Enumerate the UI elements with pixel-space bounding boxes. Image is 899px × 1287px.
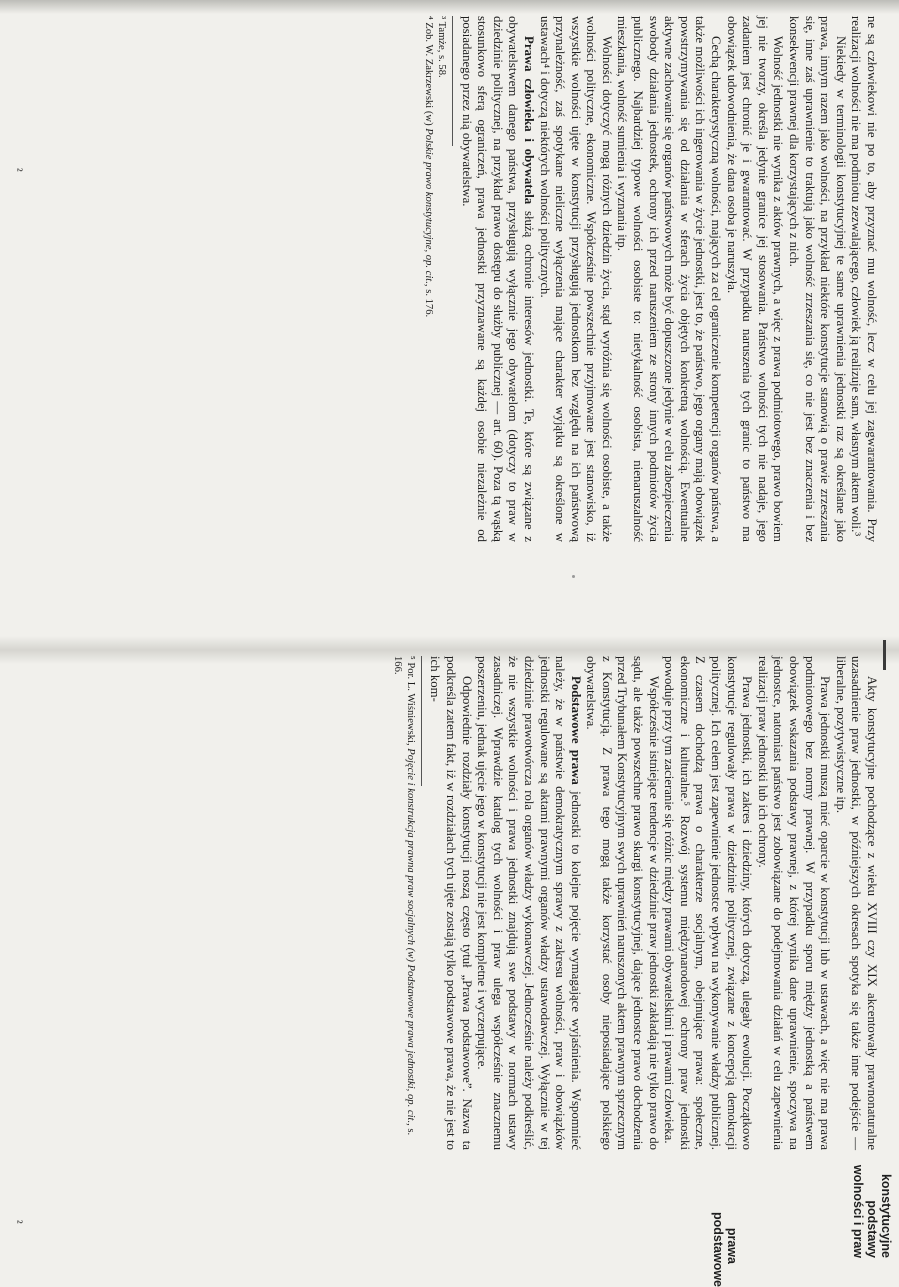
footnote-rule-right (421, 656, 422, 786)
paragraph-right-2: Prawa jednostki, ich zakres i dziedziny, których dotyczą, ulegały ewolucji. Początkowo konstytucje regulowały prawa w dziedzinie politycznej, związane z koncepcją demokracji politycznej. Ich celem jest zapewnienie jednostce wpływu na wykonywanie władzy publicznej. Z czasem dochodzą prawa o charakterze socjalnym, obejmujące prawa: społeczne, ekonomiczne i kulturalne.⁵ Rozwój systemu międzynarodowej ochrony praw jednostki powoduje przy tym zacieranie się różnic między prawami obywatelskimi i prawami człowieka. (662, 656, 755, 1150)
term-podstawowe-prawa: Podstawowe prawa (568, 676, 583, 785)
scan-speck (572, 575, 575, 578)
footnote-5-prefix: ⁵ Por. L. Wiśniewski, (404, 656, 416, 749)
paragraph-right-0: Akty konstytucyjne pochodzące z wieku XVIII czy XIX akcentowały prawnonaturalne uzasadnienie praw jednostki, w późniejszych okresach spotyka się także inne podejście — liberalne, pozytywistyczne itp. (833, 656, 879, 1150)
page-mark-right: ² (11, 1220, 25, 1224)
paragraph-right-1: Prawa jednostki muszą mieć oparcie w konstytucji lub w ustawach, a więc nie ma prawa podmiotowego bez normy prawnej. W przypadku sporu między jednostką a państwem obowiązek wskazania podstawy prawnej, z której wynika dane uprawnienie, spoczywa na jednostce, natomiast państwo jest zobowiązane do podejmowania działań w celu zapewnienia realizacji praw jednostki lub ich ochrony. (755, 656, 833, 1150)
paragraph-right-4-text: jednostki to kolejne pojęcie wymagające wyjaśnienia. Wspomnieć należy, że w państwie demokratycznym sprawy z zakresu wolności, praw i obowiązków jednostki regulowane są aktami prawnymi organów władzy ustawodawczej. Wyłącznie w tej dziedzinie prawotwórcza rola organów władzy wykonawczej. Jednocześnie należy podkreślić, że nie wszystkie wolności i prawa jednostki znajdują swe podstawy w normach ustawy zasadniczej. Wprawdzie katalog tych wolności i praw ulega współcześnie znacznemu poszerzeniu, jednak ujęcie jego w konstytucji nie jest kompletne i wyczerpujące. (475, 656, 583, 1150)
page-mark-left: ² (11, 168, 25, 172)
paragraph-right-3: Współcześnie istniejące tendencje w dziedzinie praw jednostki zakładają nie tylko prawo do sądu, ale także powszechne prawo skargi konstytucyjnej, dające jednostce prawo dochodzenia przed Trybunałem Konstytucyjnym swych uprawnień naruszonych aktem prawnym sprzecznym z Konstytucją. Z prawa tego mogą także korzystać osoby nieposiadające polskiego obywatelstwa. (584, 656, 661, 1150)
paragraph-right-4 (474, 656, 583, 1150)
left-page-column (422, 16, 879, 542)
paragraph-left-0: ne są człowiekowi nie po to, aby przyznać mu wolność, lecz w celu jej zagwarantowania. Przy realizacji wolności nie ma podmiotu zezwalającego, człowiek ją realizuje sam, własnym aktem woli.³ (849, 16, 879, 542)
footnote-5-suffix: , s. 166. (391, 656, 416, 1136)
paragraph-left-2: Wolność jednostki nie wynika z aktów prawnych, a więc z prawa podmiotowego, prawo bowiem jej nie tworzy, określa jedynie granice jej stosowania. Państwo wolności tych nie nadaje, jego zadaniem jest chronić je i gwarantować. W przypadku naruszenia tych granic to państwo ma obowiązek udowodnienia, że dana osoba je naruszyła. (724, 16, 786, 542)
paragraph-right-5: Odpowiednie rozdziały konstytucji noszą często tytuł „Prawa podstawowe”. Nazwa ta podkreśla zatem fakt, iż w rozdziałach tych ujęte zostają tylko podstawowe prawa, że nie jest to ich kom- (428, 656, 474, 1150)
right-page-column (391, 656, 879, 1150)
margin-note-konstytucyjne-podstawy: konstytucyjne podstawy wolności i praw (851, 1164, 893, 1258)
footnote-4-suffix: , s. 176. (422, 283, 434, 318)
footnote-4-prefix: ⁴ Zob. W. Zakrzewski (w) (422, 16, 434, 129)
footnote-4-title: Polskie prawo konstytucyjne, op. cit. (422, 128, 434, 284)
margin-note-prawa-podstawowe: prawa podstawowe (711, 1212, 739, 1287)
footnote-3: ³ Tamże, s. 58. (435, 16, 447, 78)
paragraph-left-3: Cechą charakterystyczną wolności, mających za cel ograniczenie kompetencji organów państwa, a także możliwości ich ingerowania w życie jednostki, jest to, że państwo, jego organy mają obowiązek powstrzymywania się od działania w sferach życia objętych konkretną wolnością. Ewentualne aktywne zachowanie się organów państwowych może być dopuszczone jedynie w celu zabezpieczenia swobody działania jednostek, ochrony ich przed naruszeniem ze strony innych podmiotów życia publicznego. Najbardziej typowe wolności osobiste to: nietykalność osobista, nienaruszalność mieszkania, wolność sumienia i wyznania itp. (615, 16, 724, 542)
footnote-rule-left (452, 16, 453, 146)
footnote-4 (422, 16, 435, 542)
paragraph-left-5-text: służą ochronie interesów jednostki. Te, które są związane z obywatelstwem danego państwa, przysługują wyłącznie jego obywatelom (dotyczy to praw w dziedzinie politycznej, na przykład prawo dostępu do służby publicznej — art. 60). Poza tą wąską stosunkowo sferą ograniczeń, prawa jednostki przyznawane są każdej osobie niezależnie od posiadanego przez nią obywatelstwa. (459, 16, 536, 542)
term-prawa-czlowieka: Prawa człowieka i obywatela (521, 36, 536, 205)
footnote-5 (391, 656, 417, 1150)
paragraph-left-1: Niekiedy w terminologii konstytucyjnej te same uprawnienia jednostki raz są określane jako prawa, innym razem jako wolności, na przykład niektóre konstytucje stanowią o prawie zrzeszania się, inne zaś uprawnienie to traktują jako wolność zrzeszania się, co nie jest bez znaczenia i bez konsekwencji prawnej dla korzystających z nich. (787, 16, 848, 542)
paragraph-left-5 (458, 16, 536, 542)
footnote-5-title: Pojęcie i konstrukcja prawna praw socjalnych (w) Podstawowe prawa jednostki, op. cit. (404, 748, 416, 1124)
paragraph-left-4: Wolności dotyczyć mogą różnych dziedzin życia, stąd wyróżnia się wolności osobiste, a także wolności polityczne, ekonomiczne. Współcześnie powszechnie przyjmowane jest stanowisko, iż wszystkie wolności ujęte w konstytucji przysługują jednostkom bez względu na ich państwową przynależność, zaś spotykane nieliczne wyłączenia mające charakter wyjątku są określone w ustawach⁴ i dotyczą niektórych wolności politycznych. (537, 16, 614, 542)
